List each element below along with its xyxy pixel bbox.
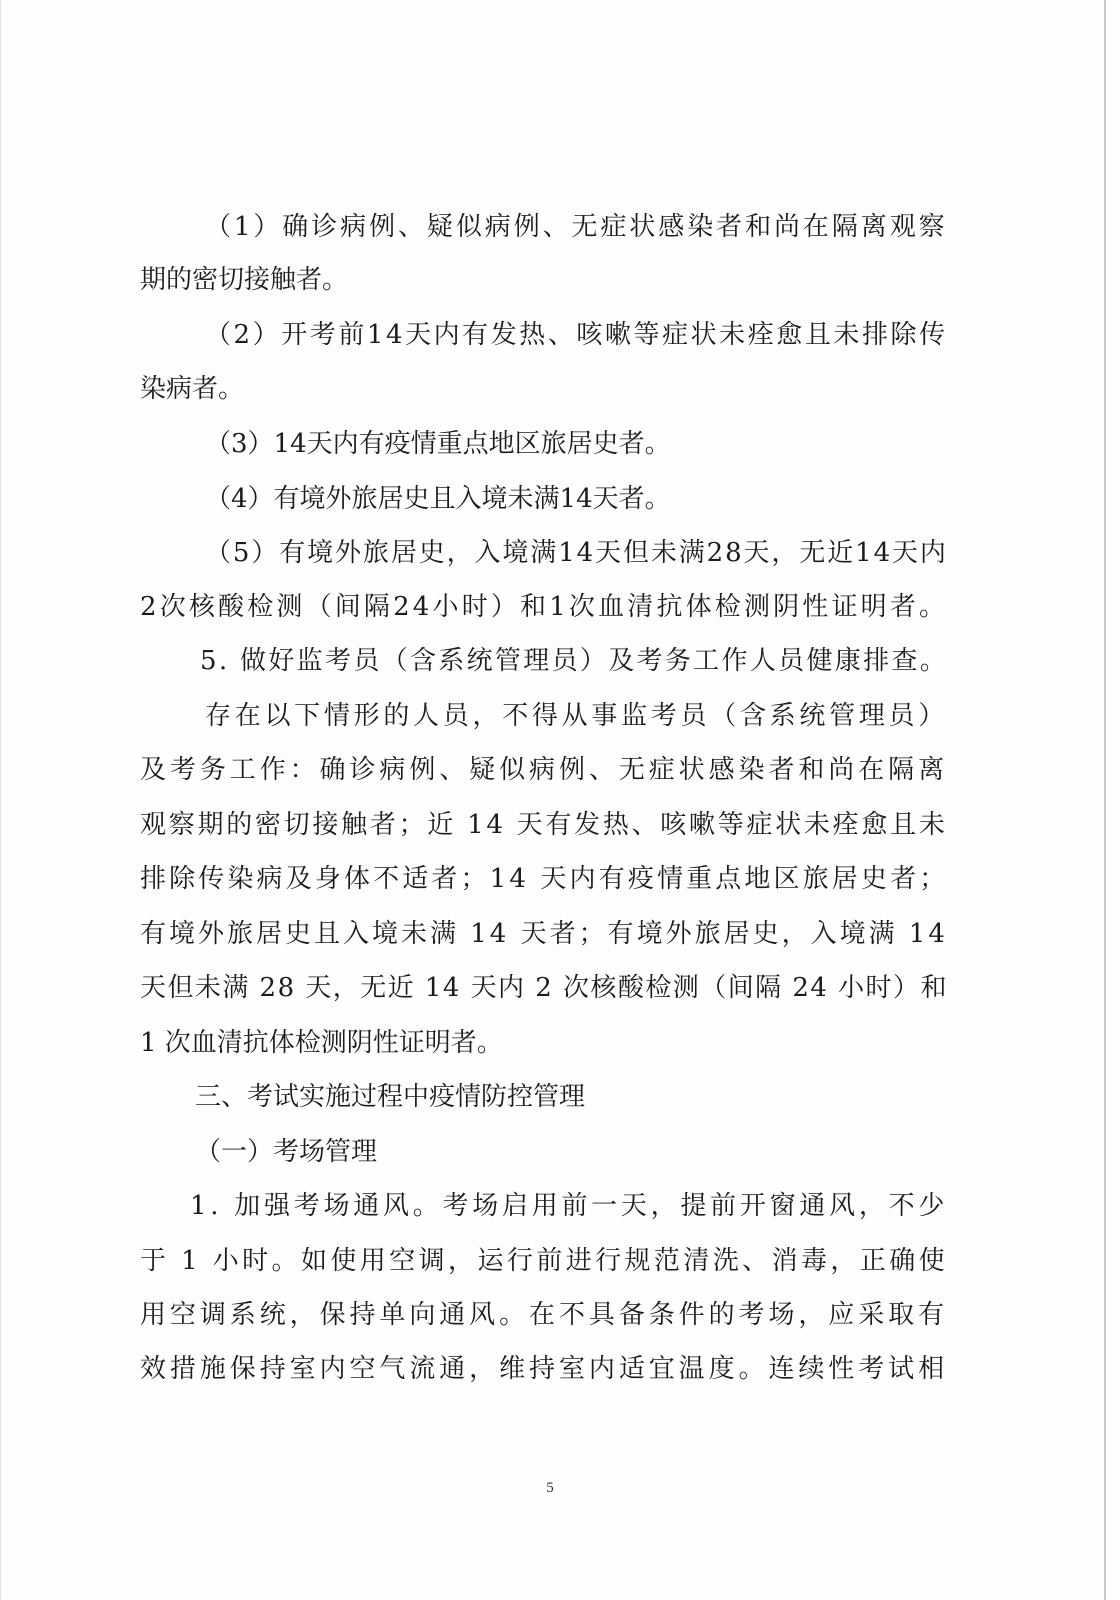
text-line-10: 存在以下情形的人员，不得从事监考员（含系统管理员）: [205, 701, 949, 731]
text-line-6: （4）有境外旅居史且入境未满14天者。: [205, 484, 671, 514]
subsection-heading: （一）考场管理: [195, 1137, 378, 1167]
text-line-11: 及考务工作：确诊病例、疑似病例、无症状感染者和尚在隔离: [140, 755, 949, 785]
text-line-2: 期的密切接触者。: [140, 265, 349, 295]
text-line-5: （3）14天内有疫情重点地区旅居史者。: [205, 429, 671, 459]
section-heading: 三、考试实施过程中疫情防控管理: [195, 1082, 586, 1112]
text-line-4: 染病者。: [140, 374, 245, 404]
text-line-8: 2次核酸检测（间隔24小时）和1次血清抗体检测阴性证明者。: [140, 592, 949, 622]
text-line-7: （5）有境外旅居史，入境满14天但未满28天，无近14天内: [205, 538, 948, 568]
text-line-22: 效措施保持室内空气流通，维持室内适宜温度。连续性考试相: [140, 1354, 949, 1384]
text-line-19: 1. 加强考场通风。考场启用前一天，提前开窗通风，不少: [190, 1191, 949, 1221]
scan-right-edge: [1104, 0, 1106, 1600]
text-line-9: 5. 做好监考员（含系统管理员）及考务工作人员健康排查。: [200, 646, 949, 676]
text-line-1: （1）确诊病例、疑似病例、无症状感染者和尚在隔离观察: [205, 212, 948, 242]
text-line-14: 有境外旅居史且入境未满 14 天者；有境外旅居史，入境满 14: [140, 919, 948, 949]
text-line-21: 用空调系统，保持单向通风。在不具备条件的考场，应采取有: [140, 1300, 949, 1330]
text-line-13: 排除传染病及身体不适者；14 天内有疫情重点地区旅居史者；: [140, 864, 949, 894]
text-line-16: 1 次血清抗体检测阴性证明者。: [140, 1028, 503, 1058]
text-line-3: （2）开考前14天内有发热、咳嗽等症状未痊愈且未排除传: [205, 320, 948, 350]
text-line-12: 观察期的密切接触者；近 14 天有发热、咳嗽等症状未痊愈且未: [140, 810, 948, 840]
page-number: 5: [546, 1480, 554, 1496]
text-line-20: 于 1 小时。如使用空调，运行前进行规范清洗、消毒，正确使: [140, 1246, 949, 1276]
scan-left-edge: [0, 0, 1, 1600]
text-line-15: 天但未满 28 天，无近 14 天内 2 次核酸检测（间隔 24 小时）和: [140, 973, 948, 1003]
